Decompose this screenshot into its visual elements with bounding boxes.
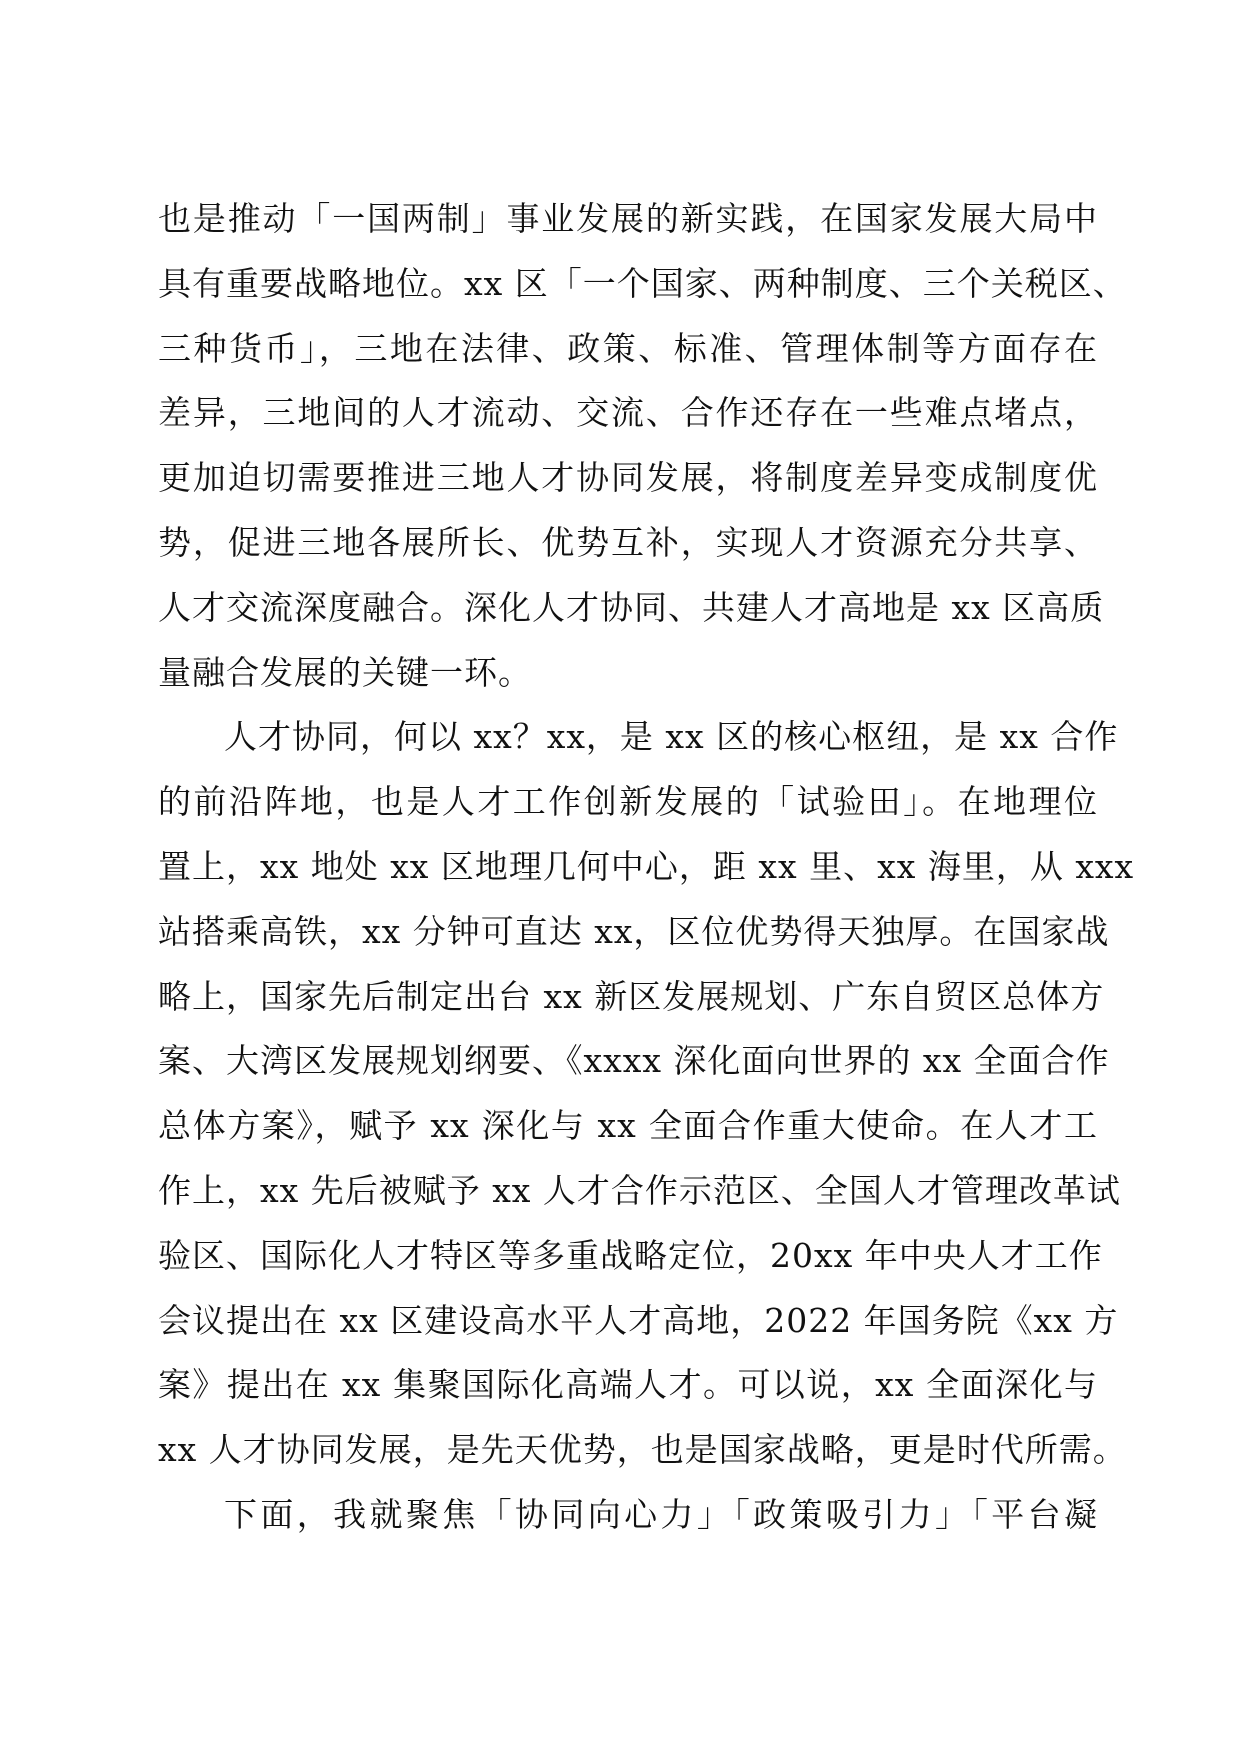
text-line: 差异，三地间的人才流动、交流、合作还存在一些难点堵点，: [158, 393, 1098, 433]
text-line: 案、大湾区发展规划纲要、《xxxx 深化面向世界的 xx 全面合作: [158, 1041, 1110, 1081]
text-line: xx 人才协同发展，是先天优势，也是国家战略，更是时代所需。: [158, 1430, 1127, 1470]
text-line: 总体方案》，赋予 xx 深化与 xx 全面合作重大使命。在人才工: [158, 1106, 1098, 1146]
text-line: 站搭乘高铁，xx 分钟可直达 xx，区位优势得天独厚。在国家战: [158, 911, 1110, 951]
paragraph-first-line: 下面，我就聚焦「协同向心力」「政策吸引力」「平台凝: [224, 1494, 1098, 1534]
text-line: 的前沿阵地，也是人才工作创新发展的「试验田」。在地理位: [158, 782, 1098, 822]
text-line: 略上，国家先后制定出台 xx 新区发展规划、广东自贸区总体方: [158, 976, 1105, 1016]
text-line: 人才交流深度融合。深化人才协同、共建人才高地是 xx 区高质: [158, 587, 1105, 627]
text-line: 作上，xx 先后被赋予 xx 人才合作示范区、全国人才管理改革试: [158, 1170, 1121, 1210]
paragraph-first-line: 人才协同，何以 xx？xx，是 xx 区的核心枢纽，是 xx 合作: [224, 717, 1119, 757]
text-line: 具有重要战略地位。xx 区「一个国家、两种制度、三个关税区、: [158, 263, 1127, 303]
body-text: [158, 187, 1135, 1548]
text-line: 置上，xx 地处 xx 区地理几何中心，距 xx 里、xx 海里，从 xxx: [158, 846, 1135, 886]
text-line: 验区、国际化人才特区等多重战略定位，20xx 年中央人才工作: [158, 1235, 1103, 1275]
text-line: 量融合发展的关键一环。: [158, 652, 532, 692]
text-line: 势，促进三地各展所长、优势互补，实现人才资源充分共享、: [158, 522, 1098, 562]
text-line: 案》提出在 xx 集聚国际化高端人才。可以说，xx 全面深化与: [158, 1365, 1098, 1405]
text-line: 更加迫切需要推进三地人才协同发展，将制度差异变成制度优: [158, 458, 1098, 498]
text-line: 三种货币」，三地在法律、政策、标准、管理体制等方面存在: [158, 328, 1098, 368]
text-line: 也是推动「一国两制」事业发展的新实践，在国家发展大局中: [158, 199, 1098, 238]
text-line: 会议提出在 xx 区建设高水平人才高地，2022 年国务院《xx 方: [158, 1300, 1119, 1340]
